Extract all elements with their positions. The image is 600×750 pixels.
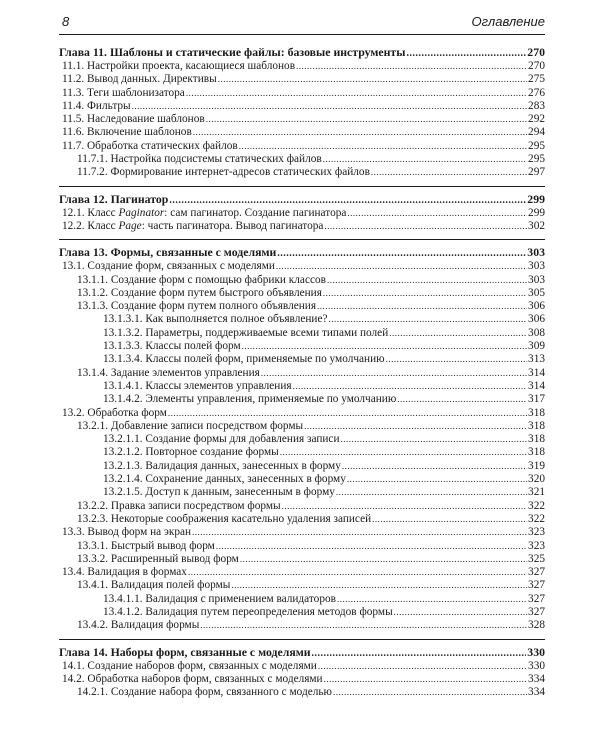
entry-title: 11.3. Теги шаблонизатора [62, 86, 185, 99]
toc-entry[interactable] [59, 126, 545, 139]
toc-entry[interactable] [59, 260, 545, 273]
entry-page: 313 [528, 353, 545, 366]
entry-page: 321 [528, 486, 545, 499]
entry-title: 11.5. Наследование шаблонов [62, 113, 205, 126]
dot-leader [242, 340, 527, 353]
header-rule [59, 34, 545, 35]
dot-leader [239, 140, 527, 153]
toc-entry[interactable] [59, 500, 545, 513]
entry-page: 303 [528, 260, 545, 273]
toc-entry[interactable] [59, 553, 545, 566]
entry-title: 14.2. Обработка наборов форм, связанных с моделями [62, 672, 323, 685]
toc-entry[interactable] [59, 673, 545, 686]
entry-page: 275 [528, 73, 545, 86]
dot-leader [216, 540, 527, 553]
entry-page: 305 [528, 286, 545, 299]
toc-entry[interactable] [59, 140, 545, 153]
toc-entry[interactable] [59, 313, 545, 326]
dot-leader [168, 407, 527, 420]
chapter-title: Глава 13. Формы, связанные с моделями [59, 245, 277, 260]
entry-title: 13.2.1.4. Сохранение данных, занесенных в форму [103, 473, 346, 486]
entry-page: 306 [528, 300, 545, 313]
entry-title: 11.1. Настройки проекта, касающиеся шаблонов [62, 60, 296, 72]
entry-page: 302 [528, 219, 545, 232]
dot-leader [192, 526, 527, 539]
toc-entry[interactable] [59, 579, 545, 592]
entry-page: 327 [528, 605, 545, 618]
entry-page: 318 [528, 419, 545, 432]
toc-entry[interactable] [59, 486, 545, 499]
entry-title: 13.3. Вывод форм на экран [62, 526, 192, 539]
entry-page: 318 [528, 446, 545, 459]
entry-page: 309 [528, 340, 545, 353]
entry-page: 295 [528, 139, 545, 152]
entry-page: 314 [528, 379, 545, 392]
dot-leader [240, 553, 527, 566]
entry-page: 317 [528, 393, 545, 406]
dot-leader [277, 246, 526, 260]
dot-leader [169, 193, 526, 207]
dot-leader [186, 87, 527, 100]
dot-leader [341, 433, 528, 446]
dot-leader [261, 367, 527, 380]
entry-title: 13.2. Обработка форм [62, 406, 167, 419]
entry-title: 13.1.4.2. Элементы управления, применяемые по умолчанию [103, 393, 397, 406]
toc-entry[interactable] [59, 367, 545, 380]
entry-title: 14.1. Создание наборов форм, связанных с моделями [62, 659, 317, 672]
toc-entry[interactable] [59, 446, 545, 459]
page-number: 8 [62, 14, 70, 29]
chapter-separator [59, 180, 545, 187]
entry-title: 13.1.1. Создание форм с помощью фабрики классов [77, 273, 326, 286]
entry-page: 308 [528, 326, 545, 339]
table-of-contents [59, 45, 545, 699]
chapter-heading[interactable] [59, 645, 545, 660]
dot-leader [317, 300, 527, 313]
dot-leader [394, 606, 527, 619]
dot-leader [312, 646, 527, 660]
entry-page: 314 [528, 366, 545, 379]
entry-title: 13.4.1.2. Валидация путем переопределения методов формы [103, 605, 393, 618]
dot-leader [318, 660, 527, 673]
dot-leader [397, 393, 527, 406]
toc-entry[interactable] [59, 473, 545, 486]
entry-page: 303 [528, 273, 545, 286]
entry-title: 13.4.1. Валидация полей формы [77, 579, 231, 592]
dot-leader [296, 60, 527, 73]
entry-page: 334 [528, 672, 545, 685]
toc-entry[interactable] [59, 540, 545, 553]
toc-entry[interactable] [59, 340, 545, 353]
entry-page: 283 [528, 99, 545, 112]
entry-title: 13.1.3.2. Параметры, поддерживаемые всеми типами полей [103, 326, 389, 339]
entry-title: 13.2.2. Правка записи посредством формы [77, 499, 281, 512]
toc-entry[interactable] [59, 526, 545, 539]
entry-page: 325 [528, 552, 545, 565]
entry-title: 13.4. Валидация в формах [62, 566, 187, 579]
entry-title: 11.7.2. Формирование интернет-адресов статических файлов [77, 166, 370, 179]
entry-title: 13.2.3. Некоторые соображения касательно удаления записей [77, 512, 372, 525]
chapter-page: 330 [527, 644, 545, 659]
dot-leader [206, 113, 527, 126]
dot-leader [324, 673, 527, 686]
dot-leader [389, 327, 527, 340]
page-header [59, 12, 545, 34]
entry-title: 11.6. Включение шаблонов [62, 126, 192, 139]
toc-entry[interactable] [59, 207, 545, 220]
dot-leader [323, 287, 527, 300]
entry-title: 13.2.1. Добавление записи посредством формы [77, 419, 304, 432]
entry-title: 13.2.1.5. Доступ к данным, занесенным в форму [103, 486, 335, 499]
toc-entry[interactable] [59, 113, 545, 126]
dot-leader [323, 153, 527, 166]
entry-page: 322 [528, 512, 545, 525]
toc-entry[interactable] [59, 166, 545, 179]
dot-leader [371, 166, 527, 179]
toc-entry[interactable] [59, 420, 545, 433]
entry-title: 13.1.3.3. Классы полей форм [103, 340, 241, 353]
entry-page: 328 [528, 619, 545, 632]
chapter-separator [59, 633, 545, 640]
dot-leader [188, 566, 527, 579]
toc-entry[interactable] [59, 274, 545, 287]
dot-leader [347, 207, 527, 220]
chapter-title: Глава 11. Шаблоны и статические файлы: базовые инструменты [59, 45, 406, 59]
toc-entry[interactable] [59, 660, 545, 673]
entry-page: 318 [528, 433, 545, 446]
dot-leader [333, 686, 527, 699]
entry-page: 334 [528, 686, 545, 699]
chapter-heading[interactable] [59, 45, 545, 60]
entry-title: 13.3.1. Быстрый вывод форм [77, 539, 215, 552]
dot-leader [132, 100, 527, 113]
entry-page: 323 [528, 539, 545, 552]
dot-leader [282, 500, 527, 513]
dot-leader [372, 513, 527, 526]
toc-entry[interactable] [59, 380, 545, 393]
chapter-heading[interactable] [59, 245, 545, 260]
entry-page: 323 [528, 526, 545, 539]
entry-page: 270 [528, 60, 545, 72]
entry-page: 327 [528, 566, 545, 579]
entry-page: 322 [528, 499, 545, 512]
entry-page: 330 [528, 659, 545, 672]
entry-page: 295 [528, 153, 545, 166]
entry-title: 13.1.3.1. Как выполняется полное объявление? [103, 313, 328, 326]
dot-leader [200, 619, 527, 632]
entry-title: 13.4.1.1. Валидация с применением валидаторов [103, 592, 336, 605]
entry-page: 327 [528, 579, 545, 592]
entry-title: 11.7. Обработка статических файлов [62, 139, 238, 152]
entry-page: 306 [528, 313, 545, 326]
toc-entry[interactable] [59, 73, 545, 86]
entry-title: 11.2. Вывод данных. Директивы [62, 73, 217, 86]
dot-leader [327, 274, 527, 287]
toc-entry[interactable] [59, 460, 545, 473]
entry-title: 13.1.2. Создание форм путем быстрого объявления [77, 286, 322, 299]
dot-leader [406, 46, 526, 60]
chapter-page: 303 [527, 245, 545, 260]
dot-leader [337, 593, 527, 606]
toc-entry[interactable] [59, 619, 545, 632]
chapter-heading[interactable] [59, 192, 545, 207]
toc-entry[interactable] [59, 353, 545, 366]
dot-leader [280, 446, 527, 459]
entry-title: 13.4.2. Валидация формы [77, 619, 200, 632]
toc-entry[interactable] [59, 300, 545, 313]
entry-title: 12.1. Класс Paginator: сам пагинатор. Создание пагинатора [62, 206, 347, 219]
dot-leader [342, 460, 527, 473]
toc-entry[interactable] [59, 100, 545, 113]
entry-title: 13.1.4.1. Классы элементов управления [103, 379, 292, 392]
entry-title: 13.1.3.4. Классы полей форм, применяемые по умолчанию [103, 353, 385, 366]
entry-page: 299 [528, 206, 545, 219]
chapter-page: 270 [527, 45, 545, 59]
toc-entry[interactable] [59, 287, 545, 300]
entry-title: 13.3.2. Расширенный вывод форм [77, 552, 239, 565]
toc-entry[interactable] [59, 566, 545, 579]
dot-leader [231, 579, 527, 592]
dot-leader [218, 73, 527, 86]
running-title: Оглавление [471, 14, 545, 29]
entry-page: 320 [528, 473, 545, 486]
toc-entry[interactable] [59, 593, 545, 606]
toc-entry[interactable] [59, 433, 545, 446]
dot-leader [304, 420, 527, 433]
entry-title: 13.2.1.3. Валидация данных, занесенных в форму [103, 459, 341, 472]
toc-entry[interactable] [59, 513, 545, 526]
entry-page: 292 [528, 113, 545, 126]
chapter-separator [59, 233, 545, 240]
entry-page: 318 [528, 406, 545, 419]
toc-entry[interactable] [59, 60, 545, 73]
chapter-title: Глава 12. Пагинатор [59, 191, 169, 206]
chapter-page: 299 [527, 191, 545, 206]
dot-leader [193, 126, 527, 139]
entry-title: 13.1. Создание форм, связанных с моделями [62, 260, 275, 273]
dot-leader [293, 380, 527, 393]
dot-leader [386, 353, 527, 366]
dot-leader [329, 313, 528, 326]
entry-title: 13.1.4. Задание элементов управления [77, 366, 260, 379]
entry-title: 11.7.1. Настройка подсистемы статических файлов [77, 153, 322, 166]
entry-title: 13.2.1.2. Повторное создание формы [103, 446, 279, 459]
toc-entry[interactable] [59, 686, 545, 699]
entry-title: 12.2. Класс Page: часть пагинатора. Вывод пагинатора [62, 219, 324, 232]
toc-entry[interactable] [59, 407, 545, 420]
entry-title: 11.4. Фильтры [62, 99, 131, 112]
toc-entry[interactable] [59, 393, 545, 406]
toc-entry[interactable] [59, 220, 545, 233]
toc-entry[interactable] [59, 87, 545, 100]
toc-entry[interactable] [59, 153, 545, 166]
chapter-title: Глава 14. Наборы форм, связанные с моделями [59, 644, 311, 659]
toc-entry[interactable] [59, 606, 545, 619]
dot-leader [276, 260, 527, 273]
entry-page: 327 [528, 592, 545, 605]
dot-leader [347, 473, 527, 486]
entry-page: 319 [528, 459, 545, 472]
dot-leader [324, 220, 527, 233]
entry-page: 294 [528, 126, 545, 139]
toc-entry[interactable] [59, 327, 545, 340]
entry-title: 13.1.3. Создание форм путем полного объявления [77, 300, 317, 313]
entry-page: 297 [528, 166, 545, 179]
entry-title: 13.2.1.1. Создание формы для добавления записи [103, 433, 340, 446]
entry-title: 14.2.1. Создание набора форм, связанного с моделью [77, 686, 332, 699]
dot-leader [336, 486, 527, 499]
entry-page: 276 [528, 86, 545, 99]
